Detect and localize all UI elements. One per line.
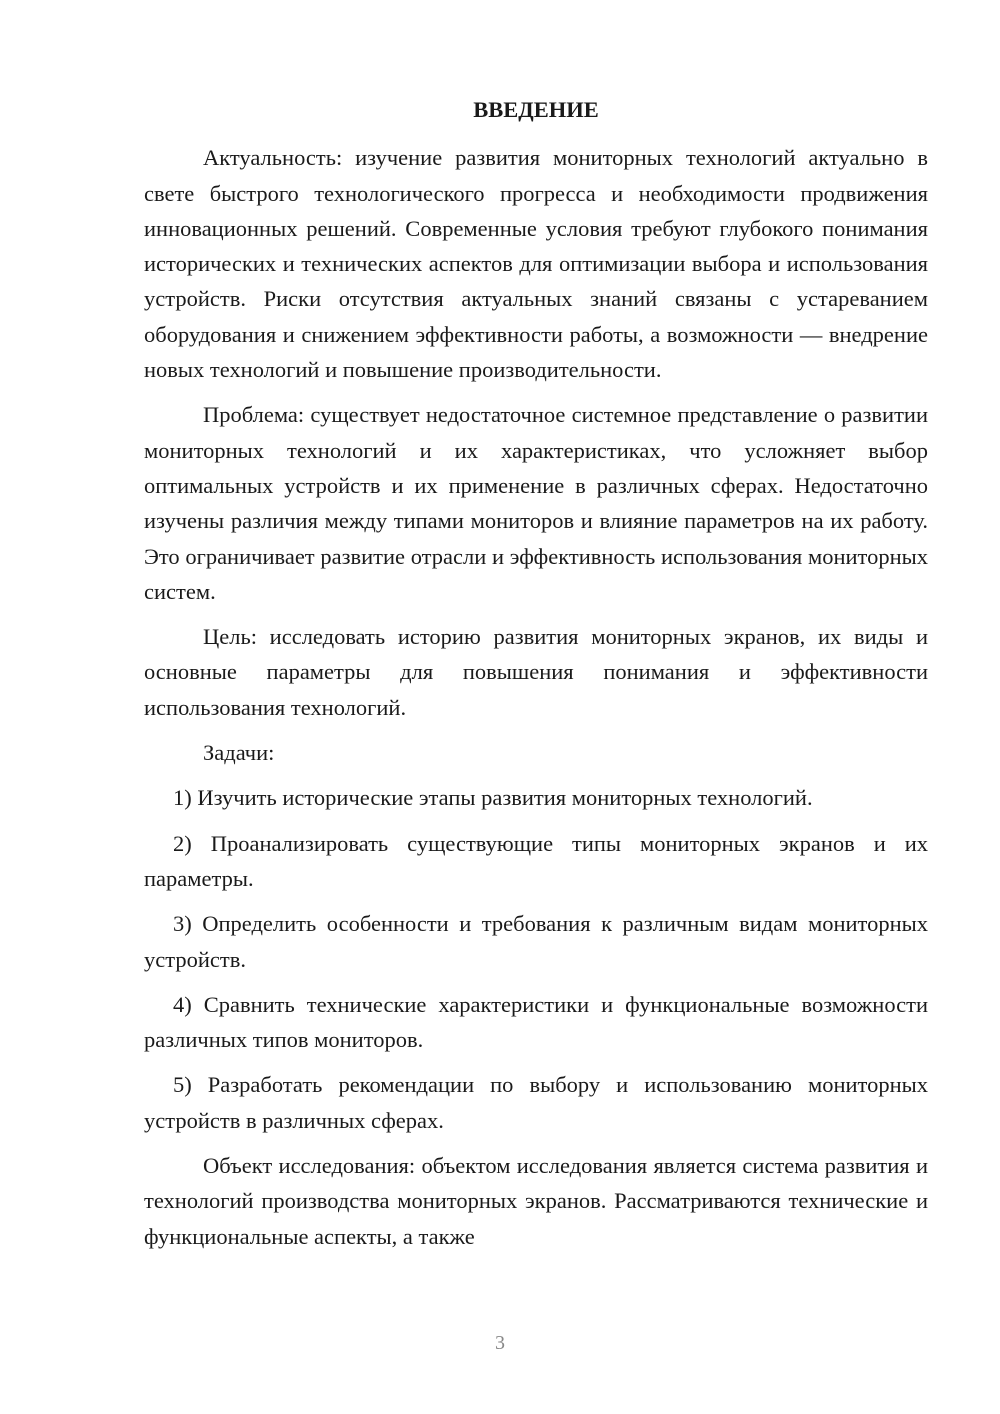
task-item-1: 1) Изучить исторические этапы развития мониторных технологий.: [173, 785, 813, 811]
paragraph-relevance: Актуальность: изучение развития мониторных технологий актуально в свете быстрого технологического прогресса и необходимости продвижения инновационных решений. Современные условия требуют глубокого понимания исторических и технических аспектов для оптимизации выбора и использования устройств. Риски отсутствия актуальных знаний связаны с устареванием оборудования и снижением эффективности работы, а возможности — внедрение новых технологий и повышение производительности.: [144, 145, 928, 383]
paragraph-object: Объект исследования: объектом исследования является система развития и технологий производства мониторных экранов. Рассматриваются технические и функциональные аспекты, а также: [144, 1153, 928, 1249]
task-item-5: 5) Разработать рекомендации по выбору и использованию мониторных устройств в различных сферах.: [144, 1072, 928, 1133]
task-item-2: 2) Проанализировать существующие типы мониторных экранов и их параметры.: [144, 830, 928, 891]
task-item-3: 3) Определить особенности и требования к различным видам мониторных устройств.: [144, 911, 928, 972]
document-page: [144, 92, 928, 1264]
page-number: 3: [495, 1332, 505, 1354]
section-title: ВВЕДЕНИЕ: [473, 97, 599, 122]
paragraph-tasks-heading: Задачи:: [203, 740, 275, 766]
task-item-4: 4) Сравнить технические характеристики и функциональные возможности различных типов мониторов.: [144, 991, 928, 1053]
paragraph-problem: Проблема: существует недостаточное системное представление о развитии мониторных технологий и их характеристиках, что усложняет выбор оптимальных устройств и их применение в различных сферах. Недостаточно изучены различия между типами мониторов и влияние параметров на их работу. Это ограничивает развитие отрасли и эффективность использования мониторных систем.: [144, 402, 928, 604]
paragraph-goal: Цель: исследовать историю развития мониторных экранов, их виды и основные параметры для повышения понимания и эффективности использования технологий.: [144, 624, 928, 720]
